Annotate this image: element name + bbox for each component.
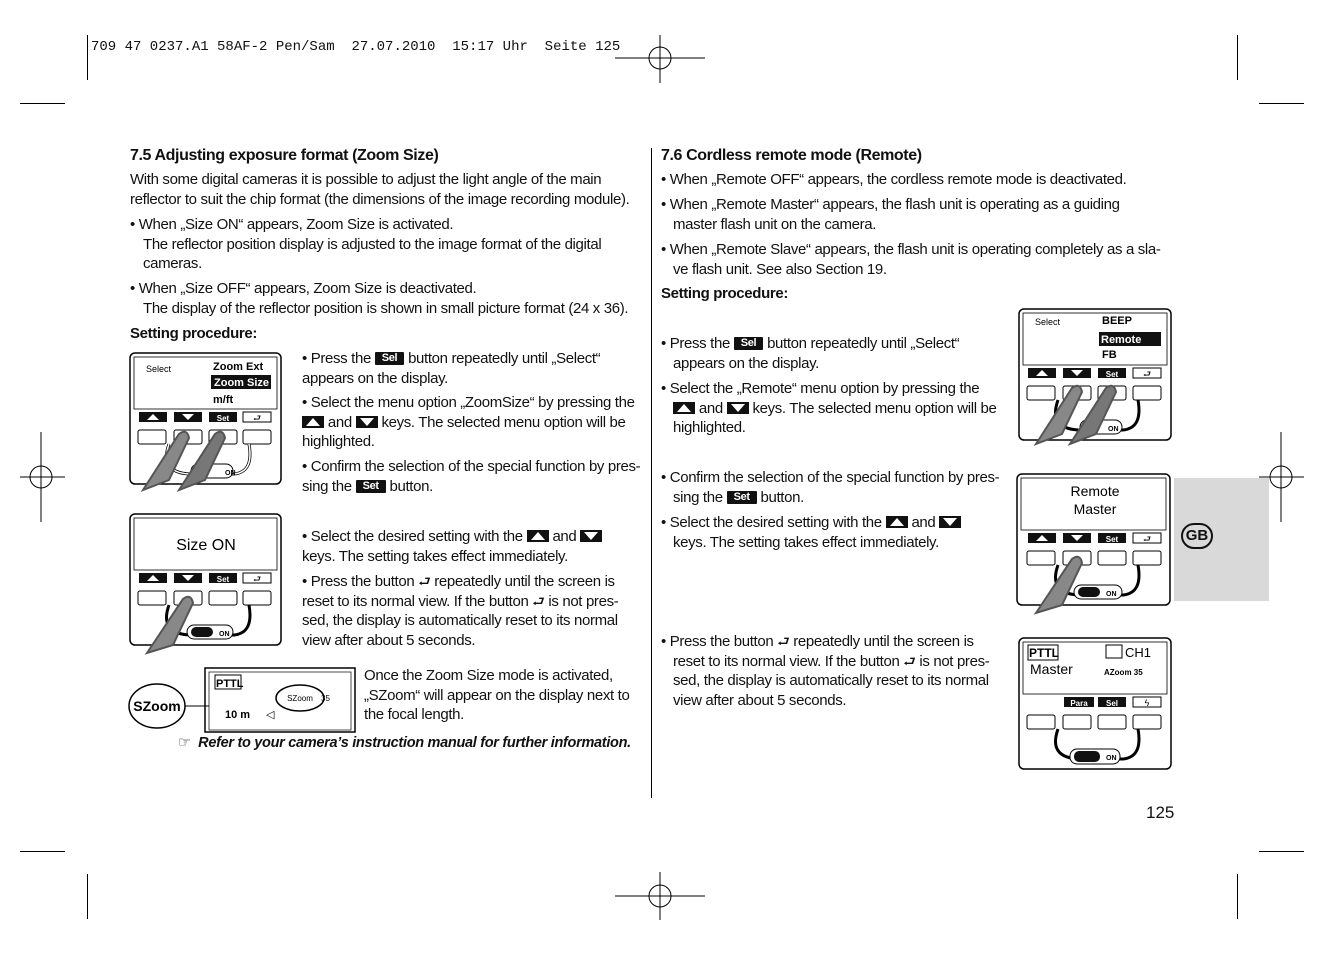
up-key-icon <box>302 416 324 428</box>
menu-option-zoom-ext: Zoom Ext <box>213 361 264 373</box>
svg-text:Sel: Sel <box>1105 699 1119 708</box>
svg-text:ON: ON <box>219 631 230 638</box>
crop-mark <box>1259 103 1304 104</box>
remote-bullet-off: • When „Remote OFF“ appears, the cordless remote mode is deactivated. <box>661 171 1127 188</box>
menu-option-remote: Remote <box>1101 334 1142 346</box>
up-key-icon <box>886 516 908 528</box>
up-key-icon <box>673 402 695 414</box>
crop-mark <box>1259 851 1304 852</box>
speaker-icon: ◁ <box>266 709 275 721</box>
svg-text:PTTL: PTTL <box>1029 646 1059 660</box>
flash-display-remote-menu <box>1018 308 1173 450</box>
remote-step-select-option: • Select the „Remote“ menu option by pressing the and keys. The selected menu option will be highlighted. <box>661 380 997 437</box>
svg-text:⮐: ⮐ <box>1142 534 1152 544</box>
svg-text:AZoom 35: AZoom 35 <box>1104 668 1143 677</box>
zoom-step-confirm: • Confirm the selection of the special function by pres- sing the Set button. <box>302 458 641 495</box>
menu-option-zoom-size: Zoom Size <box>214 377 270 389</box>
zoom-intro: With some digital cameras it is possible to adjust the light angle of the main reflector to suit the chip format (the dimensions of the image recording module). <box>130 171 630 208</box>
column-divider <box>651 148 652 798</box>
sel-key-chip: Sel <box>734 337 763 350</box>
up-key-icon <box>527 530 549 542</box>
svg-text:Remote: Remote <box>1070 483 1120 499</box>
crop-mark <box>1237 874 1238 919</box>
svg-text:ON: ON <box>225 470 236 477</box>
crop-mark <box>20 103 65 104</box>
page-number: 125 <box>1146 803 1175 822</box>
zoom-bullet-size-on: • When „Size ON“ appears, Zoom Size is activated. The reflector position display is adjusted to the image format of the digital cameras. <box>130 216 602 273</box>
zoom-step-return: • Press the button ⮐ repeatedly until the screen is reset to its normal view. If the button ⮐ is not pres- sed, the display is automatically reset to its normal view after about 5 seconds. <box>302 573 619 649</box>
szoom-display-detail <box>127 666 359 734</box>
down-key-icon <box>580 530 602 542</box>
remote-bullet-master: • When „Remote Master“ appears, the flash unit is operating as a guiding master flash unit on the camera. <box>661 196 1120 233</box>
menu-option-fb: FB <box>1102 349 1117 361</box>
menu-option-mft: m/ft <box>213 394 234 406</box>
flash-display-select-menu <box>129 352 282 492</box>
svg-text:Set: Set <box>1105 370 1119 379</box>
svg-text:Set: Set <box>216 575 230 584</box>
svg-text:⮐: ⮐ <box>252 413 262 423</box>
menu-option-beep: BEEP <box>1102 315 1132 327</box>
section-title-zoom-size: 7.5 Adjusting exposure format (Zoom Size) <box>130 147 439 164</box>
remote-step-press-sel: • Press the Sel button repeatedly until „Select“ appears on the display. <box>661 335 960 372</box>
remote-step-confirm: • Confirm the selection of the special function by pres- sing the Set button. <box>661 469 1000 506</box>
menu-select-label: Select <box>146 364 172 374</box>
zoom-step-select-option: • Select the menu option „ZoomSize“ by pressing the and keys. The selected menu option will be highlighted. <box>302 394 635 451</box>
remote-step-return: • Press the button ⮐ repeatedly until the screen is reset to its normal view. If the button ⮐ is not pres- sed, the display is automatically reset to its normal view after about 5 seconds. <box>661 633 990 709</box>
zoom-step-desired-setting: • Select the desired setting with the and keys. The setting takes effect immediately. <box>302 527 647 566</box>
down-key-icon <box>727 402 749 414</box>
registration-mark-left <box>20 432 65 522</box>
return-icon: ⮐ <box>532 592 545 609</box>
crop-mark <box>1237 35 1238 80</box>
svg-text:ON: ON <box>1106 755 1117 762</box>
zoom-bullet-size-off: • When „Size OFF“ appears, Zoom Size is deactivated. The display of the reflector position is shown in small picture format (24 x 36). <box>130 280 629 317</box>
return-icon: ⮐ <box>777 633 790 649</box>
language-badge-gb: GB <box>1181 523 1213 549</box>
print-slug: 709 47 0237.A1 58AF-2 Pen/Sam 27.07.2010 15:17 Uhr Seite 125 <box>91 39 621 55</box>
svg-text:Set: Set <box>1105 535 1119 544</box>
svg-text:Select: Select <box>1035 317 1061 327</box>
set-key-chip: Set <box>727 491 757 504</box>
svg-text:⮐: ⮐ <box>252 574 262 584</box>
svg-text:Master: Master <box>1073 501 1117 517</box>
svg-text:10 m: 10 m <box>225 709 251 721</box>
flash-display-master-normal <box>1018 637 1173 772</box>
svg-text:CH1: CH1 <box>1125 645 1152 660</box>
svg-text:ON: ON <box>1106 591 1117 598</box>
registration-mark-bottom <box>615 870 705 920</box>
svg-text:ϟ: ϟ <box>1144 698 1150 708</box>
setting-procedure-label: Setting procedure: <box>130 325 258 342</box>
pointing-hand-icon: ☞ <box>178 735 191 751</box>
registration-mark-top <box>615 35 705 85</box>
zoom-step-press-sel: • Press the Sel button repeatedly until „Select“ appears on the display. <box>302 350 601 387</box>
manual-note: ☞ Refer to your camera’s instruction manual for further information. <box>178 735 631 751</box>
szoom-callout-label: SZoom <box>133 698 181 714</box>
return-icon: ⮐ <box>418 573 431 589</box>
remote-bullet-slave: • When „Remote Slave“ appears, the flash unit is operating completely as a sla- ve flash unit. See also Section 19. <box>661 241 1161 278</box>
svg-text:Para: Para <box>1070 699 1088 708</box>
down-key-icon <box>356 416 378 428</box>
svg-text:Master: Master <box>1030 661 1073 677</box>
crop-mark <box>87 35 88 80</box>
svg-text:35: 35 <box>321 694 330 703</box>
down-key-icon <box>939 516 961 528</box>
remote-step-desired-setting: • Select the desired setting with the and keys. The setting takes effect immediately. <box>661 513 1016 552</box>
setting-procedure-label: Setting procedure: <box>661 285 789 302</box>
svg-text:PTTL: PTTL <box>216 678 244 690</box>
flash-display-remote-master <box>1016 473 1173 618</box>
return-icon: ⮐ <box>903 652 916 669</box>
svg-text:Set: Set <box>216 414 230 423</box>
szoom-description: Once the Zoom Size mode is activated, „SZoom“ will appear on the display next to the focal length. <box>364 667 630 724</box>
flash-display-size-on <box>129 513 282 658</box>
svg-text:⮐: ⮐ <box>1142 369 1152 379</box>
svg-text:ON: ON <box>1108 426 1119 433</box>
set-key-chip: Set <box>356 480 386 493</box>
svg-text:SZoom: SZoom <box>287 694 313 703</box>
display-size-on-text: Size ON <box>176 537 236 554</box>
crop-mark <box>87 874 88 919</box>
sel-key-chip: Sel <box>375 352 404 365</box>
crop-mark <box>20 851 65 852</box>
section-title-remote: 7.6 Cordless remote mode (Remote) <box>661 147 922 164</box>
